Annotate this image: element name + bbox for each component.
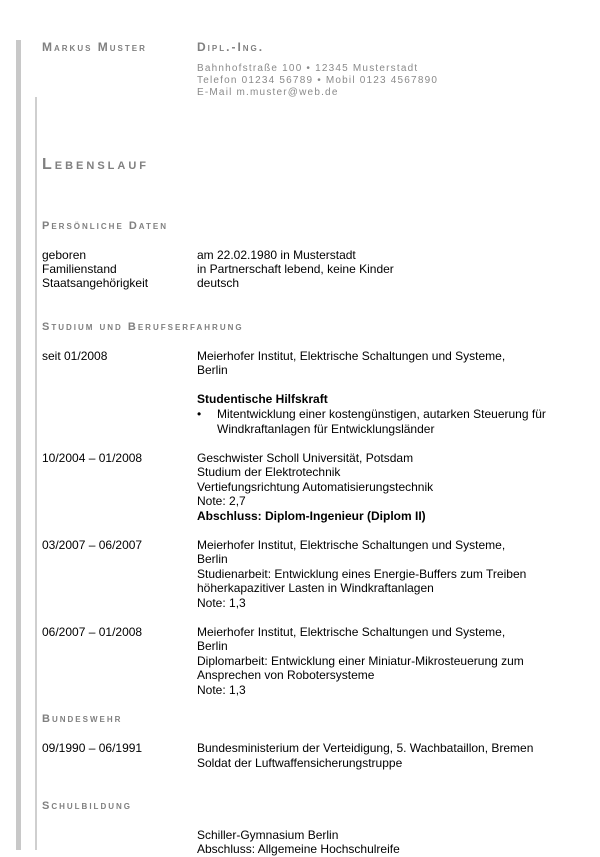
entry-line: Soldat der Luftwaffensicherungstruppe	[197, 756, 403, 770]
entry-line: Meierhofer Institut, Elektrische Schaltungen und Systeme,	[197, 538, 506, 552]
academic-degree: Dipl.-Ing.	[197, 40, 265, 54]
left-margin-line	[35, 97, 37, 850]
entry-date: seit 01/2008	[42, 349, 108, 363]
section-heading-school: Schulbildung	[42, 800, 132, 812]
section-heading-studies: Studium und Berufserfahrung	[42, 321, 244, 333]
entry-date: 06/2007 – 01/2008	[42, 625, 143, 639]
value-nationality: deutsch	[197, 276, 240, 290]
label-born: geboren	[42, 248, 87, 262]
degree-result: Abschluss: Diplom-Ingenieur (Diplom II)	[197, 509, 426, 523]
entry-line: Geschwister Scholl Universität, Potsdam	[197, 451, 414, 465]
entry-line: Schiller-Gymnasium Berlin	[197, 828, 339, 842]
entry-line: Note: 1,3	[197, 683, 246, 697]
email-line: E-Mail m.muster@web.de	[197, 87, 339, 98]
entry-line: Berlin	[197, 363, 228, 377]
entry-line: Studium der Elektrotechnik	[197, 465, 341, 479]
entry-date: 03/2007 – 06/2007	[42, 538, 143, 552]
page-title: Lebenslauf	[42, 156, 149, 173]
entry-role	[197, 392, 567, 407]
entry-line: höherkapazitiver Lasten in Windkraftanlagen	[197, 581, 434, 595]
section-heading-personal: Persönliche Daten	[42, 220, 168, 232]
label-marital-status: Familienstand	[42, 262, 117, 276]
entry-line: Meierhofer Institut, Elektrische Schaltungen und Systeme,	[197, 625, 506, 639]
entry-line: Studienarbeit: Entwicklung eines Energie-Buffers zum Treiben	[197, 567, 527, 581]
bullet-icon: •	[197, 407, 202, 421]
phone-line: Telefon 01234 56789 • Mobil 0123 4567890	[197, 75, 439, 86]
entry-line: Meierhofer Institut, Elektrische Schaltungen und Systeme,	[197, 349, 506, 363]
entry-line: Bundesministerium der Verteidigung, 5. Wachbataillon, Bremen	[197, 741, 534, 755]
left-margin-bar	[16, 40, 21, 850]
value-marital-status: in Partnerschaft lebend, keine Kinder	[197, 262, 394, 276]
entry-line: Ansprechen von Robotersysteme	[197, 668, 375, 682]
entry-line: Berlin	[197, 552, 228, 566]
entry-line: Note: 2,7	[197, 494, 246, 508]
applicant-name: Markus Muster	[42, 40, 147, 54]
bullet-text: Mitentwicklung einer kostengünstigen, autarken Steuerung für Windkraftanlagen für Entwicklungsländer	[217, 407, 546, 436]
entry-line: Note: 1,3	[197, 596, 246, 610]
entry-date: 09/1990 – 06/1991	[42, 741, 143, 755]
label-nationality: Staatsangehörigkeit	[42, 276, 149, 290]
section-heading-military: Bundeswehr	[42, 713, 123, 725]
entry-line: Vertiefungsrichtung Automatisierungstechnik	[197, 480, 434, 494]
address-line: Bahnhofstraße 100 • 12345 Musterstadt	[197, 63, 419, 74]
role-title: Studentische Hilfskraft	[197, 392, 328, 406]
entry-date: 10/2004 – 01/2008	[42, 451, 143, 465]
entry-line: Abschluss: Allgemeine Hochschulreife	[197, 842, 400, 856]
value-born: am 22.02.1980 in Musterstadt	[197, 248, 356, 262]
entry-line: Berlin	[197, 639, 228, 653]
entry-line: Diplomarbeit: Entwicklung einer Miniatur-Mikrosteuerung zum	[197, 654, 524, 668]
